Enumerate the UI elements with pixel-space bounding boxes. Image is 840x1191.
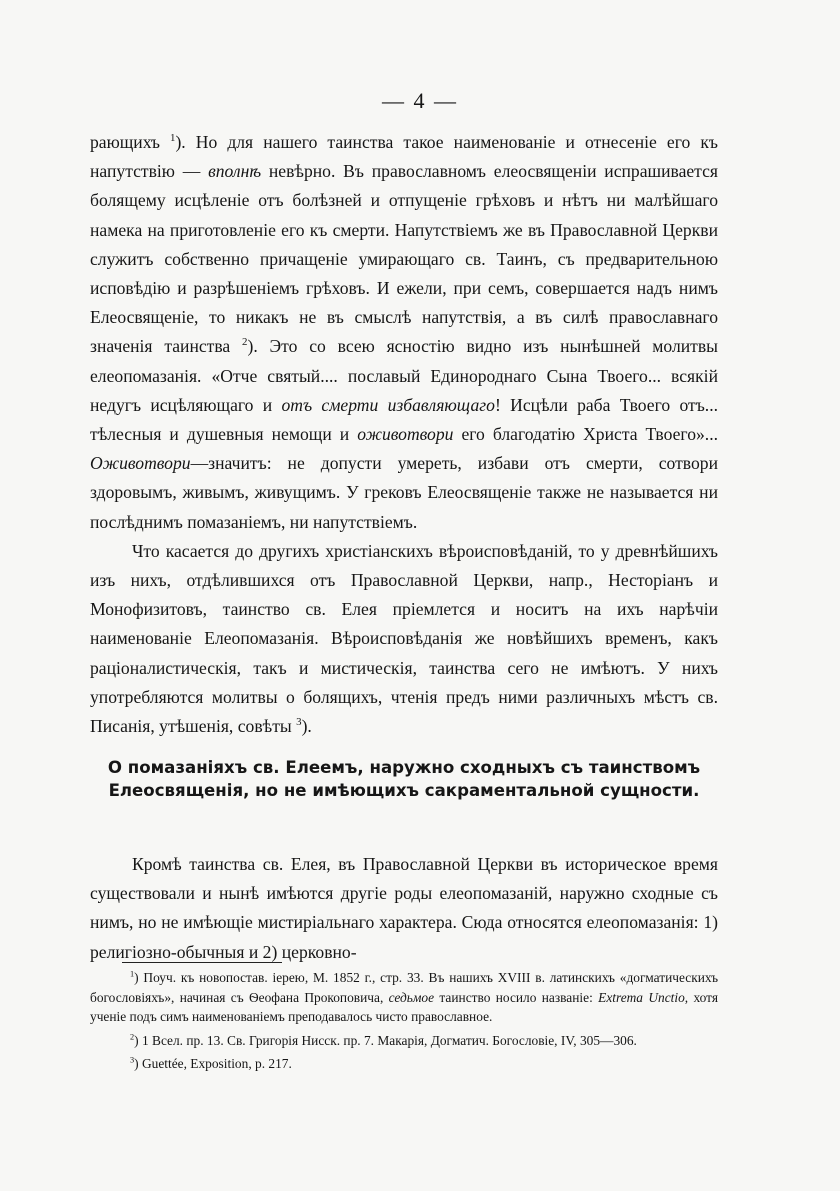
text-run: ). Это со всею ясностію видно изъ нынѣшней молитвы елеопомазанія. «Отче святый.... пославый Единороднаго Сына Твоего... всякій недугъ исцѣляющаго и bbox=[90, 336, 718, 415]
text-run: невѣрно. Въ православномъ елеосвященіи испрашивается болящему исцѣленіе отъ болѣзней и отпущеніе грѣховъ и нѣтъ ни малѣйшаго намека на приготовленіе его къ смерти. Напутствіемъ же въ Православной Церкви служитъ собственно причащеніе умирающаго св. Таинъ, съ предварительною исповѣдію и разрѣшеніемъ грѣховъ. И ежели, при семъ, совершается надъ нимъ Елеосвященіе, то никакъ не въ смыслѣ напутствія, а въ силѣ православнаго значенія таинства bbox=[90, 161, 718, 357]
page-number: — 4 — bbox=[382, 88, 458, 113]
text-run: ) Guettée, Exposition, p. 217. bbox=[134, 1056, 292, 1072]
emphasis-text: отъ смерти избавляющаго bbox=[281, 394, 495, 415]
text-run: ! Исцѣли раба Твоего отъ... тѣлесныя и душевныя немощи и bbox=[90, 394, 718, 445]
footnote-1 bbox=[90, 968, 718, 1027]
section-text bbox=[90, 850, 718, 967]
text-run: ). Но для нашего таинства такое наименованіе и отнесеніе его къ напутствію — bbox=[90, 132, 718, 182]
emphasis-text: Оживотвори bbox=[90, 453, 191, 474]
footnote-marker: 1 bbox=[170, 132, 176, 145]
section-paragraph: Кромѣ таинства св. Елея, въ Православной Церкви въ историческое время существовали и нынѣ имѣются другіе роды елеопомазаній, наружно сходные съ нимъ, но не имѣющіе мистиріальнаго характера. Сюда относятся елеопомазанія: 1) религіозно-обычныя и 2) церковно- bbox=[90, 854, 718, 962]
text-run: таинство носило названіе: bbox=[434, 989, 599, 1005]
text-run: ) Поуч. къ новопостав. іерею, М. 1852 г., стр. 33. Въ нашихъ XVIII в. латинскихъ «догматическихъ богословіяхъ», начиная съ Ѳеофана Прокоповича, bbox=[90, 970, 718, 1005]
footnote-marker: 1 bbox=[130, 969, 135, 979]
emphasis-text: оживотвори bbox=[357, 424, 454, 445]
footnote-marker: 3 bbox=[130, 1055, 135, 1065]
footnote-marker: 2 bbox=[242, 336, 248, 349]
section-heading: О помазаніяхъ св. Елеемъ, наружно сходныхъ съ таинствомъ Елеосвященія, но не имѣющихъ сакраментальной сущности. bbox=[107, 758, 701, 800]
main-text bbox=[90, 128, 718, 741]
emphasis-text: седьмое bbox=[388, 989, 435, 1005]
text-run: ) 1 Всел. пр. 13. Св. Григорія Нисск. пр. 7. Макарія, Догматич. Богословіе, IV, 305—306. bbox=[134, 1032, 637, 1048]
footnote-2 bbox=[90, 1031, 718, 1051]
paragraph-2 bbox=[90, 537, 718, 741]
emphasis-text: Extrema Unctio bbox=[598, 989, 685, 1005]
footnote-marker: 2 bbox=[130, 1032, 135, 1042]
text-run: ). bbox=[301, 716, 312, 737]
footnote-divider bbox=[122, 962, 282, 963]
text-run: , хотя ученіе подъ симъ наименованіемъ преподавалось чисто православное. bbox=[90, 989, 719, 1025]
footnote-marker: 3 bbox=[296, 716, 302, 729]
footnote-3 bbox=[90, 1054, 718, 1074]
text-run: его благодатію Христа Твоего»... bbox=[453, 424, 719, 445]
footnotes bbox=[90, 968, 718, 1074]
emphasis-text: вполнѣ bbox=[208, 161, 262, 182]
text-run: Что касается до другихъ христіанскихъ вѣроисповѣданій, то у древнѣйшихъ изъ нихъ, отдѣлившихся отъ Православной Церкви, напр., Несторіанъ и Монофизитовъ, таинство св. Елея пріемлется и носитъ на ихъ нарѣчіи наименованіе Елеопомазанія. Вѣроисповѣданія же новѣйшихъ временъ, какъ раціоналистическія, такъ и мистическія, таинства сего не имѣютъ. У нихъ употребляются молитвы о болящихъ, чтенія предъ ними различныхъ мѣстъ св. Писанія, утѣшенія, совѣты bbox=[90, 540, 718, 737]
paragraph-1 bbox=[90, 128, 718, 537]
text-run: —значитъ: не допусти умереть, избави отъ смерти, сотвори здоровымъ, живымъ, живущимъ. У грековъ Елеосвященіе также не называется ни послѣднимъ помазаніемъ, ни напутствіемъ. bbox=[90, 453, 718, 532]
text-run: рающихъ bbox=[90, 132, 170, 152]
